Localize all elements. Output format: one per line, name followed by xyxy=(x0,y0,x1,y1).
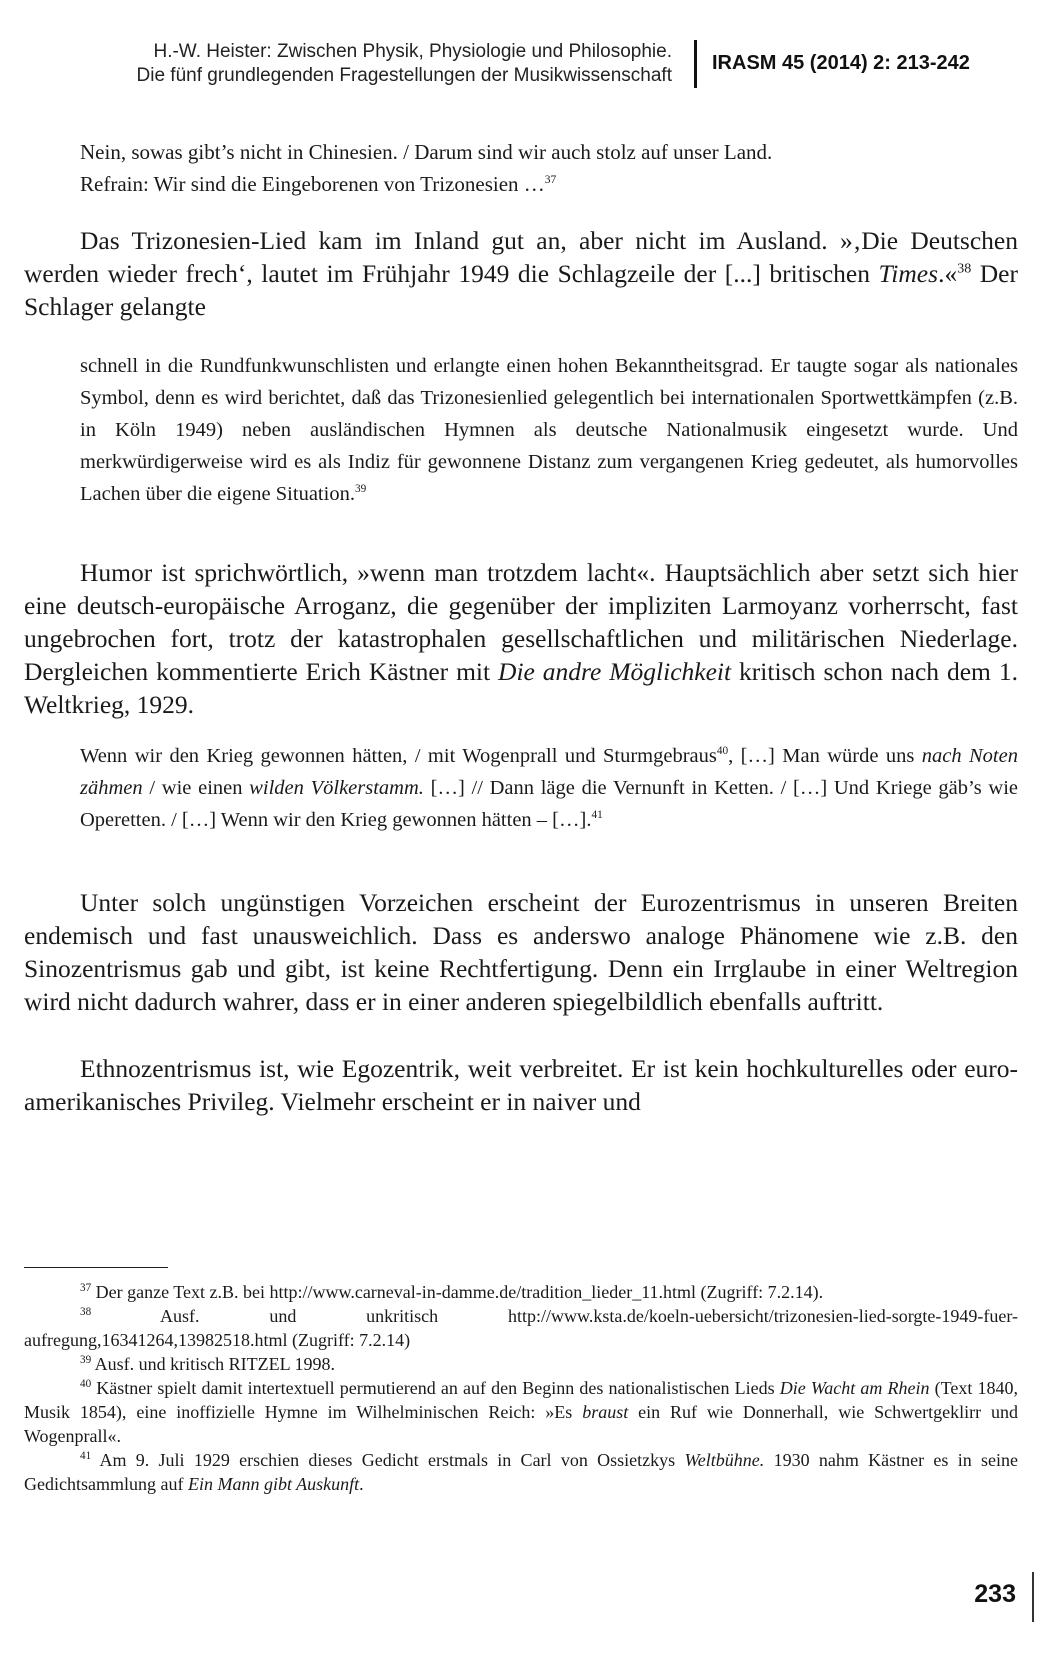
running-header xyxy=(0,34,1058,94)
para1-text-b: .« xyxy=(938,259,958,288)
footnotes xyxy=(24,1280,1018,1496)
quote-rundfunk xyxy=(80,350,1018,510)
lyrics-line-2-text: Refrain: Wir sind die Eingeborenen von Trizonesien … xyxy=(80,172,545,196)
quote3-t3: / wie einen xyxy=(142,777,250,799)
quote-song-lyrics xyxy=(80,136,1018,200)
footnote-40-num: 40 xyxy=(80,1378,92,1390)
para2-text-b: kritisch schon nach dem 1. Weltkrieg, 1929. xyxy=(24,657,1018,719)
running-title-line-1: H.-W. Heister: Zwischen Physik, Physiologie und Philosophie. xyxy=(153,41,672,62)
header-divider xyxy=(694,40,697,88)
para2-italic-title: Die andre Möglichkeit xyxy=(498,657,732,686)
footnote-41-italic-2: Ein Mann gibt Auskunft xyxy=(187,1474,360,1494)
running-title-line-2: Die fünf grundlegenden Fragestellungen der Musikwissenschaft xyxy=(136,65,672,86)
quote3-italic-2: wilden Völkerstamm. xyxy=(249,777,424,799)
running-title xyxy=(137,40,672,88)
footnote-40-t1: Kästner spielt damit intertextuell permutierend an auf den Beginn des nationalistischen Lieds xyxy=(91,1378,780,1398)
footnote-separator xyxy=(24,1267,168,1268)
footnote-38-text: Ausf. und unkritisch http://www.ksta.de/koeln-uebersicht/trizonesien-lied-sorgte-1949-fuer-aufregung,16341264,13982518.html (Zugriff: 7.2.14) xyxy=(24,1306,1018,1350)
para1-text-c: Der Schlager gelangte xyxy=(24,259,1018,321)
journal-citation: IRASM 45 (2014) 2: 213-242 xyxy=(712,52,970,74)
page-number: 233 xyxy=(974,1580,1016,1608)
footnote-39 xyxy=(24,1352,1018,1376)
quote-kaestner-poem xyxy=(80,740,1018,836)
quote2-text: schnell in die Rundfunkwunschlisten und erlangte einen hohen Bekanntheitsgrad. Er taugte sogar als nationales Symbol, denn es wird berichtet, daß das Trizonesienlied gelegentlich bei internationalen Sportwettkämpfen (z.B. in Köln 1949) neben ausländischen Hymnen als deutsche Nationalmusik eingesetzt wurde. Und merkwürdigerweise wird es als Indiz für gewonnene Distanz zum vergangenen Krieg gedeutet, als humorvolles Lachen über die eigene Situation. xyxy=(80,355,1018,505)
footnote-40-t3: ein Ruf wie Donnerhall, wie Schwertgeklirr und Wogenprall«. xyxy=(24,1402,1018,1446)
lyrics-line-2 xyxy=(80,168,1018,200)
footnote-41 xyxy=(24,1448,1018,1496)
footnote-39-num: 39 xyxy=(80,1354,92,1366)
footnote-37 xyxy=(24,1280,1018,1304)
page-number-divider xyxy=(1032,1572,1034,1622)
lyrics-line-1: Nein, sowas gibt’s nicht in Chinesien. / Darum sind wir auch stolz auf unser Land. xyxy=(80,140,773,164)
footnote-40-t2: (Text 1840, Musik 1854), eine inoffizielle Hymne im Wilhelminischen Reich: »Es xyxy=(24,1378,1018,1422)
quote3-t1: Wenn wir den Krieg gewonnen hätten, / mit Wogenprall und Sturmgebraus xyxy=(80,745,717,767)
paragraph-trizonesien xyxy=(24,224,1018,323)
footnote-40-italic-1: Die Wacht am Rhein xyxy=(779,1378,930,1398)
footnote-41-t2: 1930 nahm Kästner es in seine Gedichtsammlung auf xyxy=(24,1450,1018,1494)
footnote-40 xyxy=(24,1376,1018,1448)
paragraph-ethnozentrismus: Ethnozentrismus ist, wie Egozentrik, weit verbreitet. Er ist kein hochkulturelles oder euro-amerikanisches Privileg. Vielmehr erscheint er in naiver und xyxy=(24,1054,1018,1116)
footnote-ref-37[interactable]: 37 xyxy=(544,174,557,186)
footnote-41-num: 41 xyxy=(80,1450,92,1462)
footnote-ref-41[interactable]: 41 xyxy=(591,809,603,822)
para1-italic-times: Times xyxy=(878,259,939,288)
quote3-t2: , […] Man würde uns xyxy=(728,745,922,767)
footnote-41-t3: . xyxy=(359,1474,364,1494)
footnote-40-italic-2: braust xyxy=(582,1402,629,1422)
footnote-37-text: Der ganze Text z.B. bei http://www.carneval-in-damme.de/tradition_lieder_11.html (Zugriff: 7.2.14). xyxy=(91,1282,824,1302)
footnote-39-text: Ausf. und kritisch RITZEL 1998. xyxy=(91,1354,335,1374)
footnote-ref-39[interactable]: 39 xyxy=(354,483,367,496)
footnote-ref-40[interactable]: 40 xyxy=(716,745,729,758)
footnote-38-num: 38 xyxy=(80,1306,92,1318)
paragraph-eurozentrismus: Unter solch ungünstigen Vorzeichen erscheint der Eurozentrismus in unseren Breiten endemisch und fast unausweichlich. Dass es anderswo analoge Phänomene wie z.B. den Sinozentrismus gab und gibt, ist keine Rechtfertigung. Denn ein Irrglaube in einer Weltregion wird nicht dadurch wahrer, dass er in einer anderen spiegelbildlich ebenfalls auftritt. xyxy=(24,888,1018,1016)
quote3-t4: […] // Dann läge die Vernunft in Ketten. / […] Und Kriege gäb’s wie Operetten. / […] Wenn wir den Krieg gewonnen hätten – […]. xyxy=(80,777,1018,831)
paragraph-humor xyxy=(24,556,1018,721)
footnote-41-t1: Am 9. Juli 1929 erschien dieses Gedicht erstmals in Carl von Ossietzkys xyxy=(91,1450,685,1470)
footnote-38 xyxy=(24,1304,1018,1352)
footnote-37-num: 37 xyxy=(80,1282,92,1294)
para1-text-a: Das Trizonesien-Lied kam im Inland gut an, aber nicht im Ausland. »‚Die Deutschen werden wieder frech‘, lautet im Frühjahr 1949 die Schlagzeile der [...] britischen xyxy=(24,226,1018,288)
footnote-ref-38[interactable]: 38 xyxy=(957,261,972,277)
footnote-41-italic-1: Weltbühne. xyxy=(684,1450,765,1470)
para2-text-a: Humor ist sprichwörtlich, »wenn man trotzdem lacht«. Hauptsächlich aber setzt sich hier eine deutsch-europäische Arroganz, die gegenüber der impliziten Larmoyanz vorherrscht, fast ungebrochen fort, trotz der katastrophalen gesellschaftlichen und militärischen Niederlage. Dergleichen kommentierte Erich Kästner mit xyxy=(24,558,1018,686)
quote3-italic-1: nach Noten zähmen xyxy=(80,745,1018,799)
